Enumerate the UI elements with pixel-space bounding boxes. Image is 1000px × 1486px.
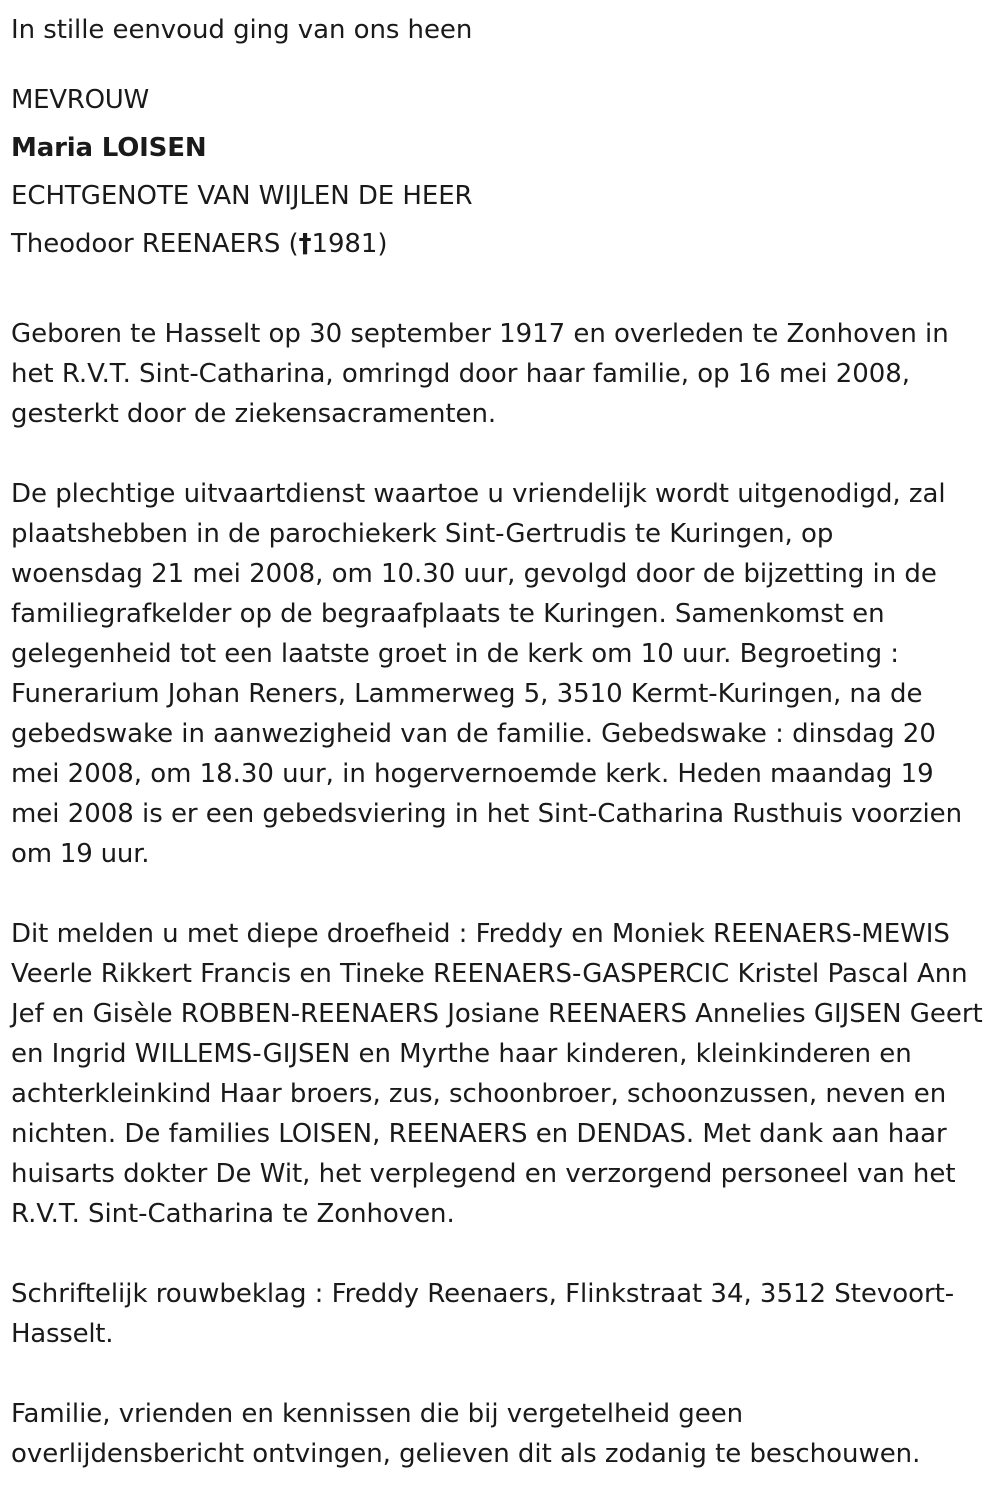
paragraph-line: Hasselt.: [11, 1319, 114, 1349]
paragraph-line: huisarts dokter De Wit, het verplegend en verzorgend personeel van het: [11, 1159, 956, 1189]
paragraph-line: overlijdensbericht ontvingen, gelieven dit als zodanig te beschouwen.: [11, 1439, 921, 1469]
cross-icon: †: [298, 229, 312, 259]
paragraph-line: Schriftelijk rouwbeklag : Freddy Reenaers, Flinkstraat 34, 3512 Stevoort-: [11, 1279, 955, 1309]
paragraph-line: mei 2008, om 18.30 uur, in hogervernoemde kerk. Heden maandag 19: [11, 759, 934, 789]
paragraph-line: familiegrafkelder op de begraafplaats te Kuringen. Samenkomst en: [11, 599, 885, 629]
paragraph-line: Familie, vrienden en kennissen die bij vergetelheid geen: [11, 1399, 744, 1429]
paragraph-line: plaatshebben in de parochiekerk Sint-Gertrudis te Kuringen, op: [11, 519, 834, 549]
paragraph-line: Funerarium Johan Reners, Lammerweg 5, 3510 Kermt-Kuringen, na de: [11, 679, 923, 709]
paragraph-line: De plechtige uitvaartdienst waartoe u vriendelijk wordt uitgenodigd, zal: [11, 479, 946, 509]
paragraph-line: om 19 uur.: [11, 839, 150, 869]
birth-death-paragraph: [11, 314, 991, 434]
paragraph-line: gebedswake in aanwezigheid van de familie. Gebedswake : dinsdag 20: [11, 719, 936, 749]
paragraph-line: R.V.T. Sint-Catharina te Zonhoven.: [11, 1199, 455, 1229]
paragraph-line: het R.V.T. Sint-Catharina, omringd door haar familie, op 16 mei 2008,: [11, 359, 911, 389]
paragraph-line: achterkleinkind Haar broers, zus, schoonbroer, schoonzussen, neven en: [11, 1079, 947, 1109]
title-line: MEVROUW: [11, 85, 149, 115]
paragraph-line: mei 2008 is er een gebedsviering in het Sint-Catharina Rusthuis voorzien: [11, 799, 963, 829]
condolences-paragraph: [11, 1274, 991, 1354]
death-notice: [11, 6, 991, 1474]
deceased-name: Maria LOISEN: [11, 133, 207, 163]
paragraph-line: Geboren te Hasselt op 30 september 1917 en overleden te Zonhoven in: [11, 319, 949, 349]
spouse-line: [11, 220, 991, 268]
spouse-death-year: 1981): [311, 229, 388, 259]
intro-line: In stille eenvoud ging van ons heen: [11, 15, 473, 45]
paragraph-line: gesterkt door de ziekensacramenten.: [11, 399, 497, 429]
paragraph-line: Jef en Gisèle ROBBEN-REENAERS Josiane REENAERS Annelies GIJSEN Geert: [11, 999, 983, 1029]
family-paragraph: [11, 914, 991, 1234]
spouse-name: Theodoor REENAERS (: [11, 229, 299, 259]
closing-paragraph: [11, 1394, 991, 1474]
paragraph-line: Dit melden u met diepe droefheid : Freddy en Moniek REENAERS-MEWIS: [11, 919, 950, 949]
paragraph-line: gelegenheid tot een laatste groet in de kerk om 10 uur. Begroeting :: [11, 639, 900, 669]
paragraph-line: woensdag 21 mei 2008, om 10.30 uur, gevolgd door de bijzetting in de: [11, 559, 937, 589]
funeral-paragraph: [11, 474, 991, 874]
paragraph-line: en Ingrid WILLEMS-GIJSEN en Myrthe haar kinderen, kleinkinderen en: [11, 1039, 912, 1069]
spouse-label: ECHTGENOTE VAN WIJLEN DE HEER: [11, 181, 473, 211]
paragraph-line: nichten. De families LOISEN, REENAERS en DENDAS. Met dank aan haar: [11, 1119, 947, 1149]
paragraph-line: Veerle Rikkert Francis en Tineke REENAERS-GASPERCIC Kristel Pascal Ann: [11, 959, 968, 989]
